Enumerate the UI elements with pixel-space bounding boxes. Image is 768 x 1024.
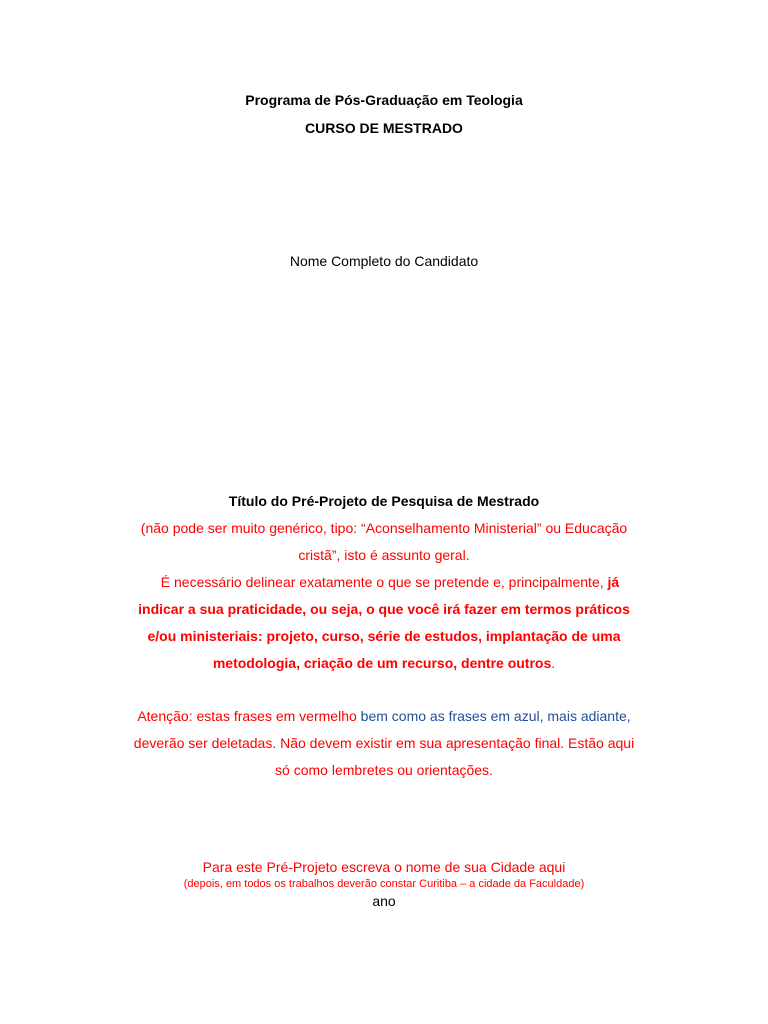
attention-line1-c: , xyxy=(626,708,631,724)
attention-line3: só como lembretes ou orientações. xyxy=(275,762,493,778)
instruction-line3: e/ou ministeriais: projeto, curso, série de estudos, implantação de uma xyxy=(147,628,621,644)
title-note-line2 xyxy=(0,547,768,563)
instruction-line4 xyxy=(0,655,768,671)
instruction-line2: indicar a sua praticidade, ou seja, o que você irá fazer em termos práticos xyxy=(138,601,630,617)
instruction-line4-a: metodologia, criação de um recurso, dentre outros xyxy=(212,655,552,671)
attention-line2: deverão ser deletadas. Não devem existir em sua apresentação final. Estão aqui xyxy=(133,735,635,751)
course-title: CURSO DE MESTRADO xyxy=(305,120,463,136)
program-title: Programa de Pós-Graduação em Teologia xyxy=(245,92,523,108)
candidate-name: Nome Completo do Candidato xyxy=(289,253,479,269)
instruction-line1-a: É necessário delinear exatamente o que se pretende e, principalmente, xyxy=(160,574,608,590)
title-note-line2-b: é assunto geral. xyxy=(369,547,470,563)
title-note-line2-a: cristã”, isto xyxy=(298,547,370,563)
attention-line1-b: bem como as frases em azul, mais adiante xyxy=(360,708,627,724)
instruction-line4-b: . xyxy=(551,655,556,671)
attention-line1-a: Atenção: estas frases em vermelho xyxy=(137,708,361,724)
instruction-line1 xyxy=(0,574,768,590)
instruction-line1-b: já xyxy=(607,574,620,590)
city-line: Para este Pré-Projeto escreva o nome de sua Cidade aqui xyxy=(202,859,566,875)
year-placeholder: ano xyxy=(372,893,396,909)
city-note: (depois, em todos os trabalhos deverão constar Curitiba – a cidade da Faculdade) xyxy=(183,878,585,890)
project-title: Título do Pré-Projeto de Pesquisa de Mestrado xyxy=(228,493,540,509)
title-note-line1: (não pode ser muito genérico, tipo: “Aconselhamento Ministerial” ou Educação xyxy=(140,520,628,536)
attention-line1 xyxy=(0,708,768,724)
